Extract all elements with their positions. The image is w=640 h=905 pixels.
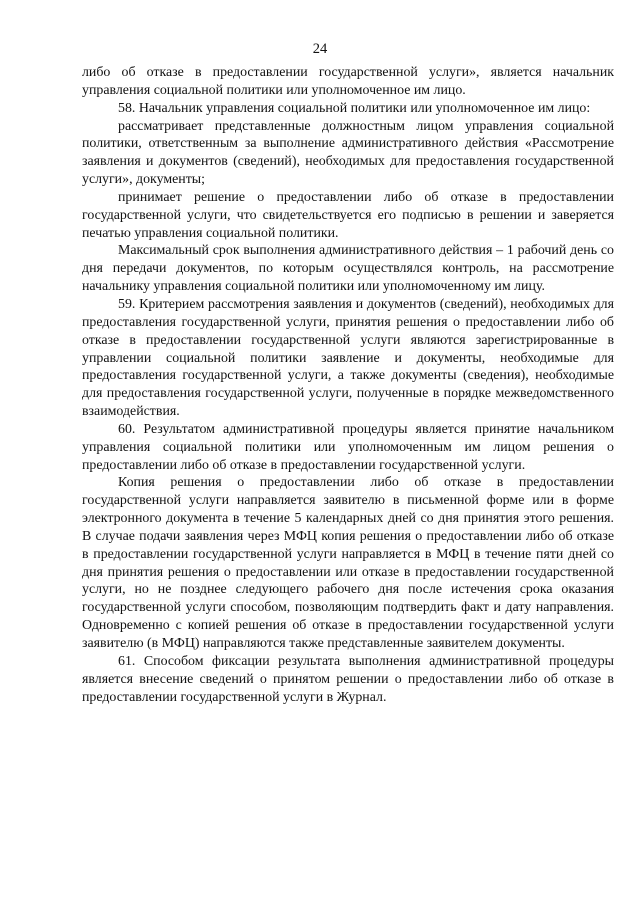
document-body [82, 64, 614, 706]
paragraph-continuation: либо об отказе в предоставлении государственной услуги», является начальник управления социальной политики или уполномоченное им лицо. [82, 65, 614, 98]
paragraph-copy-of-decision: Копия решения о предоставлении либо об отказе в предоставлении государственной услуги направляется заявителю в письменной форме или в форме электронного документа в течение 5 календарных дней со дня принятия этого решения. В случае подачи заявления через МФЦ копия решения о предоставлении либо об отказе в предоставлении государственной услуги направляется в МФЦ в течение пяти дней со дня принятия решения о предоставлении или отказе в предоставлении государственной услуги, но не позднее следующего рабочего дня после истечения срока оказания государственной услуги способом, позволяющим подтвердить факт и дату направления. Одновременно с копией решения об отказе в предоставлении государственной услуги заявителю (в МФЦ) направляются также представленные заявителем документы. [82, 475, 614, 651]
page-number: 24 [312, 41, 328, 57]
paragraph-60: 60. Результатом административной процедуры является принятие начальником управления социальной политики или уполномоченным им лицом решения о предоставлении либо об отказе в предоставлении государственной услуги. [82, 421, 614, 473]
paragraph-58-item-review: рассматривает представленные должностным лицом управления социальной политики, ответственным за выполнение административного действия «Рассмотрение заявления и документов (сведений), необходимых для предоставления государственной услуги», документы; [82, 118, 614, 188]
paragraph-58-item-decision: принимает решение о предоставлении либо об отказе в предоставлении государственной услуги, что свидетельствуется его подписью в решении и заверяется печатью управления социальной политики. [82, 189, 614, 241]
paragraph-59: 59. Критерием рассмотрения заявления и документов (сведений), необходимых для предоставления государственной услуги, принятия решения о предоставлении либо об отказе в предоставлении государственной услуги являются зарегистрированные в управлении социальной политики заявление и документы, необходимые для предоставления государственной услуги, а также документы (сведения), необходимые для предоставления государственной услуги, полученные в порядке межведомственного взаимодействия. [82, 296, 614, 420]
paragraph-max-term: Максимальный срок выполнения административного действия – 1 рабочий день со дня передачи документов, по которым осуществлялся контроль, на рассмотрение начальнику управления социальной политики или уполномоченному им лицу. [82, 243, 614, 295]
paragraph-58: 58. Начальник управления социальной политики или уполномоченное им лицо: [118, 100, 591, 116]
paragraph-61: 61. Способом фиксации результата выполнения административной процедуры является внесение сведений о принятом решении о предоставлении либо об отказе в предоставлении государственной услуги в Журнал. [82, 653, 614, 705]
